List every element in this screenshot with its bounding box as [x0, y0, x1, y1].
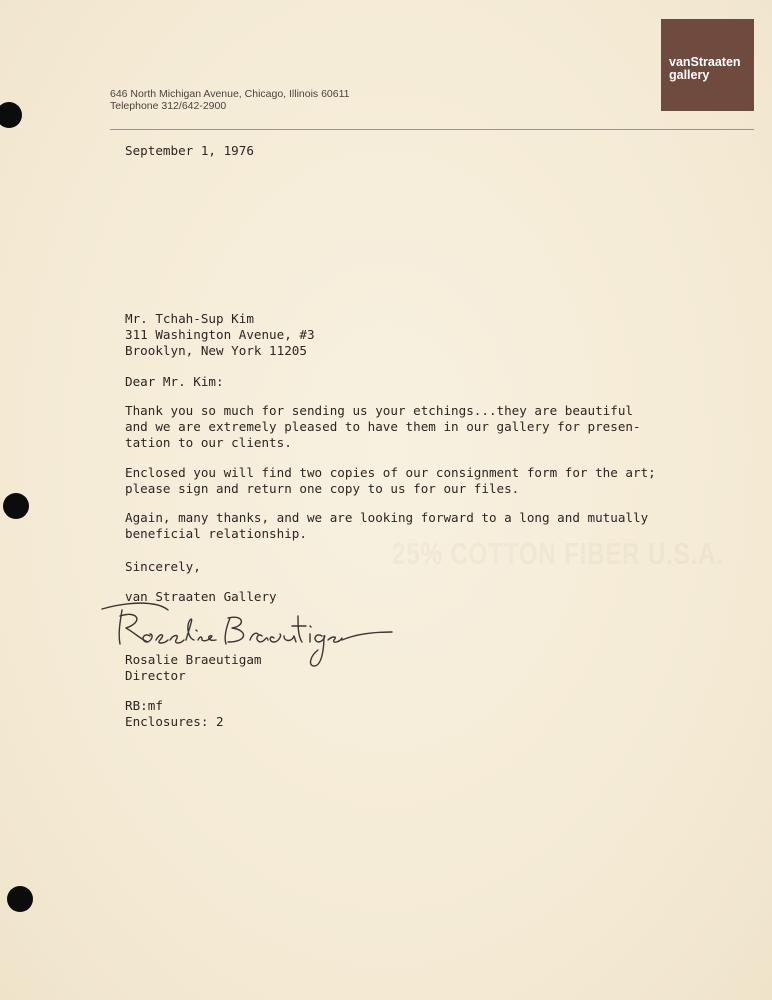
punch-hole-middle: [3, 493, 29, 519]
letterhead-telephone: Telephone 312/642-2900: [110, 100, 227, 112]
paragraph-1-line-3: tation to our clients.: [125, 435, 292, 450]
logo-line-1: vanStraaten: [669, 55, 741, 69]
paragraph-1-line-2: and we are extremely pleased to have them in our gallery for presen-: [125, 419, 641, 434]
gallery-logo: [661, 19, 754, 111]
recipient-line-3: Brooklyn, New York 11205: [125, 343, 307, 358]
punch-hole-bottom: [7, 886, 33, 912]
paragraph-2-line-1: Enclosed you will find two copies of our consignment form for the art;: [125, 465, 656, 480]
closing: Sincerely,: [125, 559, 201, 574]
letterhead-divider: [110, 129, 754, 130]
enclosures-note: Enclosures: 2: [125, 714, 224, 729]
letterhead-address-block: [110, 88, 350, 112]
paragraph-3-line-1: Again, many thanks, and we are looking forward to a long and mutually: [125, 510, 649, 525]
letter-date: September 1, 1976: [125, 143, 254, 158]
signer-title: Director: [125, 668, 186, 683]
punch-hole-top: [0, 102, 22, 128]
reference-initials: RB:mf: [125, 698, 163, 713]
recipient-line-1: Mr. Tchah-Sup Kim: [125, 311, 254, 326]
paper-watermark: 25% COTTON FIBER U.S.A.: [392, 536, 724, 571]
signer-name: Rosalie Braeutigam: [125, 652, 262, 667]
organization-name: van Straaten Gallery: [125, 589, 277, 604]
paragraph-1-line-1: Thank you so much for sending us your etchings...they are beautiful: [125, 403, 633, 418]
recipient-line-2: 311 Washington Avenue, #3: [125, 327, 315, 342]
letterhead-address: 646 North Michigan Avenue, Chicago, Illinois 60611: [110, 88, 350, 100]
paragraph-3-line-2: beneficial relationship.: [125, 526, 307, 541]
salutation: Dear Mr. Kim:: [125, 374, 224, 389]
logo-line-2: gallery: [669, 68, 710, 82]
paragraph-2-line-2: please sign and return one copy to us for our files.: [125, 481, 520, 496]
